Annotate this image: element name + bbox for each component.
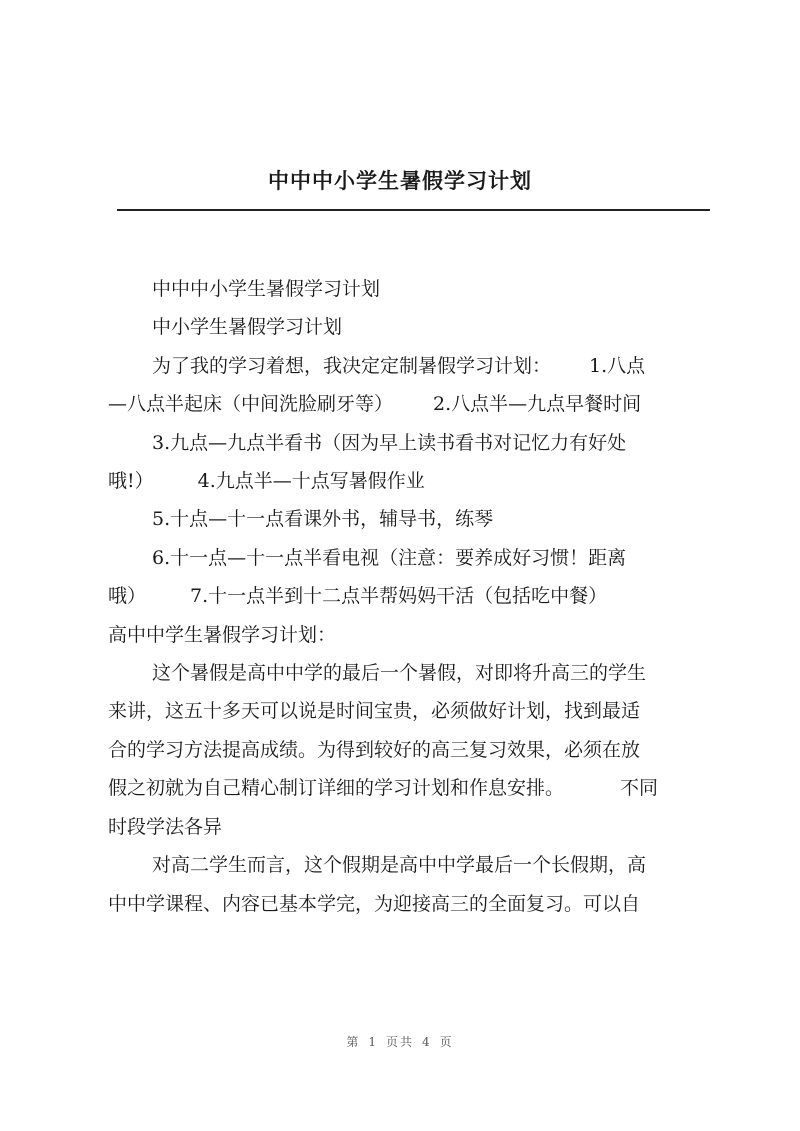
paragraph-line: 中中中小学生暑假学习计划 bbox=[152, 278, 381, 300]
paragraph-line bbox=[108, 577, 708, 615]
paragraph-line: 这个暑假是高中中学的最后一个暑假，对即将升高三的学生 bbox=[152, 662, 647, 685]
total-pages: 4 bbox=[422, 1035, 432, 1049]
page-number: 1 bbox=[368, 1035, 378, 1049]
document-title: 中中中小学生暑假学习计划 bbox=[268, 169, 532, 193]
paragraph-line bbox=[108, 347, 708, 385]
paragraph-line bbox=[108, 385, 708, 423]
line-segment: 哦） bbox=[108, 585, 147, 608]
paragraph-line: 中中学课程、内容已基本学完，为迎接高三的全面复习。可以自 bbox=[108, 892, 641, 915]
title-divider bbox=[117, 209, 710, 211]
document-body bbox=[108, 270, 708, 923]
line-segment: 2.八点半—九点早餐时间 bbox=[433, 393, 642, 416]
paragraph-line: 合的学习方法提高成绩。为得到较好的高三复习效果，必须在放 bbox=[108, 738, 641, 761]
line-segment: 7.十一点半到十二点半帮妈妈干活（包括吃中餐） bbox=[190, 585, 608, 608]
paragraph-line: 3.九点—九点半看书（因为早上读书看书对记忆力有好处 bbox=[152, 431, 627, 454]
line-segment: 哦!） bbox=[108, 470, 154, 493]
line-segment: 1.八点 bbox=[589, 354, 646, 377]
paragraph-line: 来讲，这五十多天可以说是时间宝贵，必须做好计划，找到最适 bbox=[108, 700, 641, 723]
line-segment: 为了我的学习着想，我决定定制暑假学习计划： bbox=[152, 354, 552, 377]
paragraph-line: 高中中学生暑假学习计划： bbox=[108, 623, 337, 646]
paragraph-line: 6.十一点—十一点半看电视（注意：要养成好习惯！距离 bbox=[152, 546, 627, 569]
page-footer bbox=[0, 1033, 800, 1050]
line-segment: 不同 bbox=[620, 777, 659, 800]
paragraph-line: 5.十点—十一点看课外书，辅导书，练琴 bbox=[152, 508, 494, 531]
footer-label: 页共 bbox=[385, 1035, 414, 1049]
line-segment: 4.九点半—十点写暑假作业 bbox=[197, 470, 425, 493]
line-segment: —八点半起床（中间洗脸刷牙等） bbox=[108, 393, 394, 416]
paragraph-line bbox=[108, 462, 708, 500]
line-segment: 假之初就为自己精心制订详细的学习计划和作息安排。 bbox=[108, 777, 565, 800]
paragraph-line: 时段学法各异 bbox=[108, 815, 223, 838]
footer-label: 页 bbox=[439, 1035, 454, 1049]
paragraph-line: 中小学生暑假学习计划 bbox=[152, 316, 343, 339]
paragraph-line: 对高二学生而言，这个假期是高中中学最后一个长假期，高 bbox=[152, 854, 647, 877]
paragraph-line bbox=[108, 769, 708, 807]
footer-label: 第 bbox=[346, 1035, 361, 1049]
